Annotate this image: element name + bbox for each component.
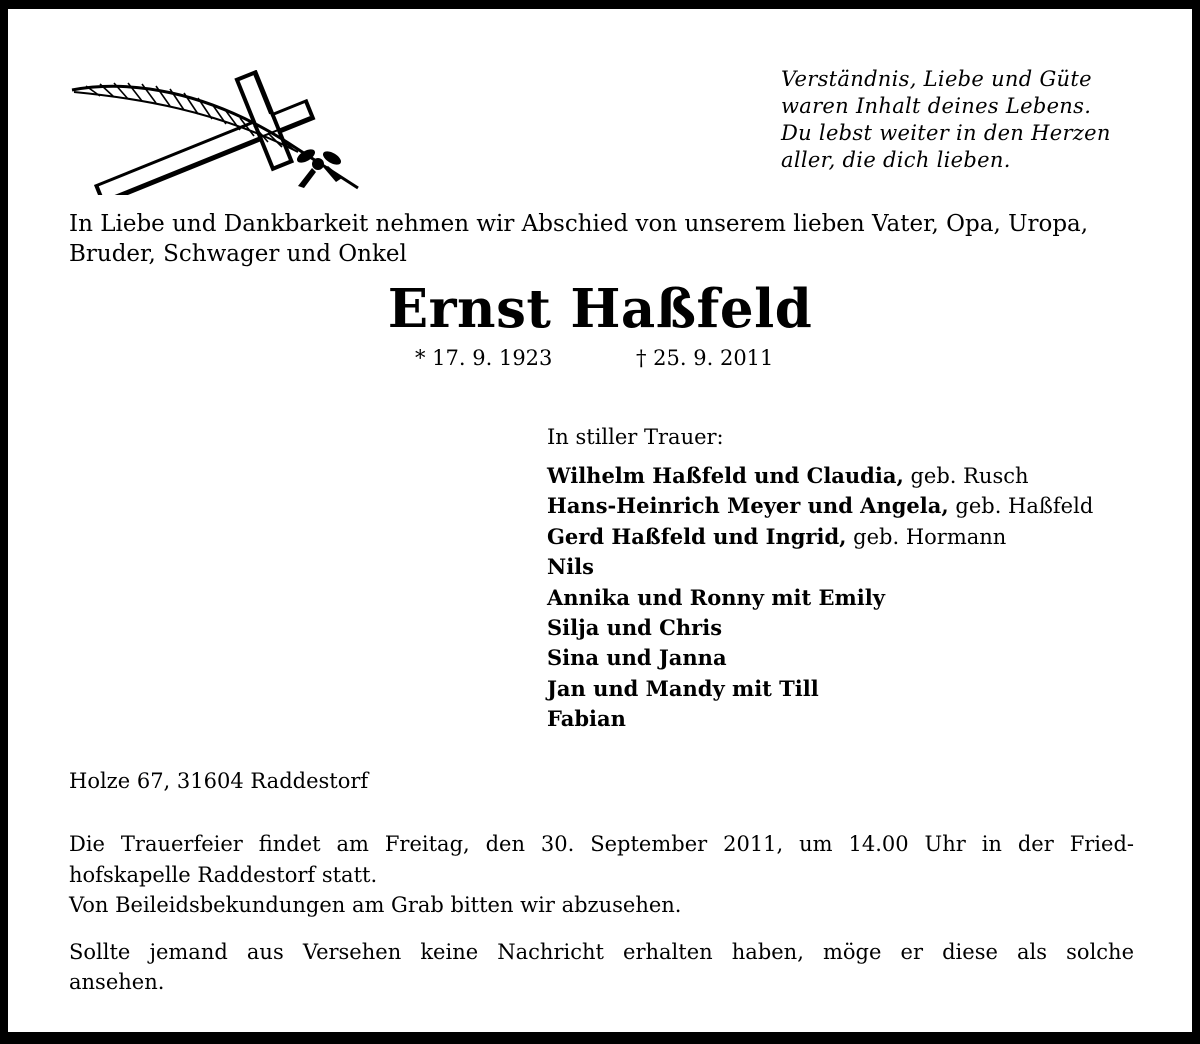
mourner-entry bbox=[547, 613, 1093, 643]
cross-with-palm-frond-icon bbox=[66, 70, 371, 195]
ceremony-notice bbox=[69, 829, 1134, 921]
mourner-entry bbox=[547, 461, 1093, 491]
mourner-name: Sina und Janna bbox=[547, 645, 727, 671]
ceremony-line: hofskapelle Raddestorf statt. bbox=[69, 862, 378, 887]
mourner-name: Nils bbox=[547, 554, 594, 580]
mourner-entry bbox=[547, 643, 1093, 673]
intro-line: In Liebe und Dankbarkeit nehmen wir Abschied von unserem lieben Vater, Opa, Uropa, bbox=[69, 211, 1089, 237]
mourner-name: Jan und Mandy mit Till bbox=[547, 675, 819, 701]
ceremony-line: Die Trauerfeier findet am Freitag, den 30. September 2011, um 14.00 Uhr in der Fried- bbox=[69, 832, 1134, 856]
address: Holze 67, 31604 Raddestorf bbox=[69, 769, 369, 793]
mourning-label: In stiller Trauer: bbox=[547, 425, 724, 449]
mourner-entry bbox=[547, 674, 1093, 704]
intro-text bbox=[69, 209, 1134, 269]
intro-line: Bruder, Schwager und Onkel bbox=[69, 241, 407, 267]
closing-line: ansehen. bbox=[69, 970, 165, 994]
verse-line: Verständnis, Liebe und Güte bbox=[781, 67, 1092, 91]
mourner-name: Fabian bbox=[547, 706, 626, 732]
mourner-entry bbox=[547, 491, 1093, 521]
mourner-maiden-name: geb. Rusch bbox=[910, 464, 1029, 488]
death-date: † 25. 9. 2011 bbox=[636, 346, 774, 370]
mourner-name: Silja und Chris bbox=[547, 615, 723, 641]
verse bbox=[781, 66, 1111, 174]
mourner-entry bbox=[547, 704, 1093, 734]
verse-line: aller, die dich lieben. bbox=[781, 148, 1011, 172]
mourner-name: Wilhelm Haßfeld und Claudia, bbox=[547, 463, 904, 488]
closing-notice bbox=[69, 937, 1134, 997]
mourner-entry bbox=[547, 552, 1093, 582]
ceremony-line: Von Beileidsbekundungen am Grab bitten wir abzusehen. bbox=[69, 893, 682, 917]
deceased-name: Ernst Haßfeld bbox=[387, 278, 813, 340]
birth-date: * 17. 9. 1923 bbox=[415, 346, 553, 370]
closing-line: Sollte jemand aus Versehen keine Nachricht erhalten haben, möge er diese als solche bbox=[69, 940, 1134, 964]
mourner-entry bbox=[547, 583, 1093, 613]
mourner-name: Gerd Haßfeld und Ingrid, bbox=[547, 523, 847, 549]
mourner-entry bbox=[547, 522, 1093, 552]
verse-line: waren Inhalt deines Lebens. bbox=[781, 94, 1092, 118]
mourner-name: Hans-Heinrich Meyer und Angela, bbox=[547, 493, 949, 519]
mourners-list bbox=[547, 461, 1093, 735]
mourner-name: Annika und Ronny mit Emily bbox=[547, 584, 885, 610]
mourner-maiden-name: geb. Hormann bbox=[853, 524, 1007, 549]
verse-line: Du lebst weiter in den Herzen bbox=[781, 121, 1111, 145]
mourner-maiden-name: geb. Haßfeld bbox=[955, 494, 1094, 519]
